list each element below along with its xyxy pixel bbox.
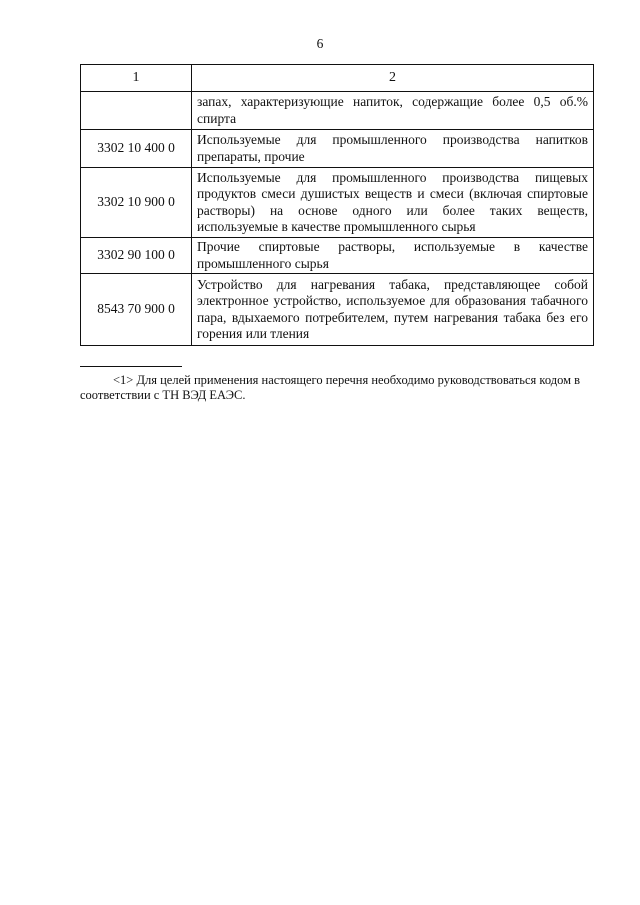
table-row [81, 130, 594, 168]
description-cell: запах, характеризующие напиток, содержащие более 0,5 об.% спирта [192, 92, 594, 130]
table-row [81, 238, 594, 274]
column-header-2: 2 [192, 65, 594, 92]
footnote: <1> Для целей применения настоящего перечня необходимо руководствоваться кодом в соответствии с ТН ВЭД ЕАЭС. [80, 373, 581, 402]
code-cell: 3302 10 400 0 [81, 130, 192, 168]
tnved-codes-table [80, 64, 594, 346]
code-cell: 8543 70 900 0 [81, 274, 192, 346]
description-cell: Устройство для нагревания табака, представляющее собой электронное устройство, используемое для образования табачного пара, вдыхаемого потребителем, путем нагревания табака без его горения или тления [192, 274, 594, 346]
table-row [81, 274, 594, 346]
footnote-separator [80, 366, 182, 367]
code-cell [81, 92, 192, 130]
description-cell: Используемые для промышленного производства напитков препараты, прочие [192, 130, 594, 168]
table-header-row [81, 65, 594, 92]
description-cell: Прочие спиртовые растворы, используемые в качестве промышленного сырья [192, 238, 594, 274]
page-number: 6 [316, 36, 324, 51]
table-row [81, 92, 594, 130]
description-cell: Используемые для промышленного производства пищевых продуктов смеси душистых веществ и смеси (включая спиртовые растворы) на основе одного или более таких веществ, используемые в качестве промышленного сырья [192, 168, 594, 238]
code-cell: 3302 10 900 0 [81, 168, 192, 238]
table-row [81, 168, 594, 238]
code-cell: 3302 90 100 0 [81, 238, 192, 274]
column-header-1: 1 [81, 65, 192, 92]
